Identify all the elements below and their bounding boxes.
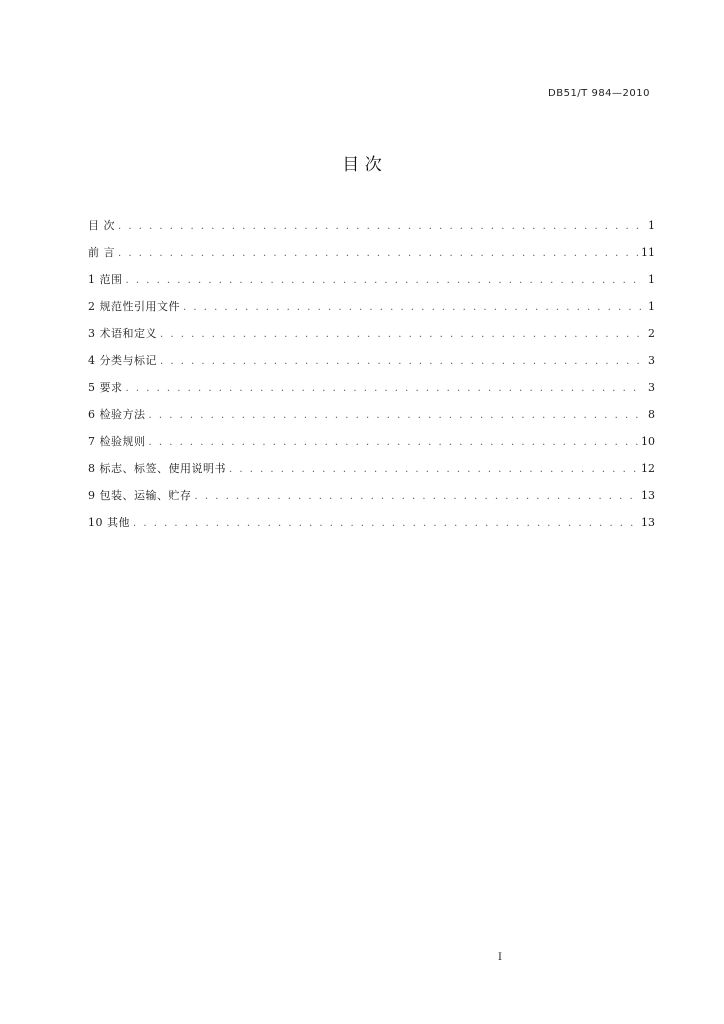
- toc-entry-title: 8 标志、标签、使用说明书: [88, 462, 226, 475]
- toc-entry-title: 1 范围: [88, 273, 123, 286]
- table-of-contents: [88, 217, 655, 541]
- toc-entry-title: 前 言: [88, 246, 115, 259]
- toc-leader-dots: [118, 248, 638, 259]
- toc-entry-page: 10: [641, 435, 655, 448]
- toc-leader-dots: [195, 491, 639, 502]
- toc-entry-title: 10 其他: [88, 516, 130, 529]
- toc-leader-dots: [160, 329, 642, 340]
- toc-entry-title: 2 规范性引用文件: [88, 300, 180, 313]
- toc-entry-title: 7 检验规则: [88, 435, 146, 448]
- toc-entry-page: 1: [648, 219, 655, 232]
- toc-entry[interactable]: [88, 298, 655, 325]
- page-title: 目 次: [342, 155, 382, 175]
- toc-entry[interactable]: [88, 433, 655, 460]
- toc-entry-page: 1: [648, 273, 655, 286]
- toc-entry-page: 2: [648, 327, 655, 340]
- toc-leader-dots: [133, 518, 638, 529]
- page-number: I: [498, 952, 502, 963]
- toc-entry-title: 4 分类与标记: [88, 354, 157, 367]
- toc-entry-title: 目 次: [88, 219, 115, 232]
- toc-entry-title: 9 包装、运输、贮存: [88, 489, 192, 502]
- toc-entry[interactable]: [88, 271, 655, 298]
- toc-entry[interactable]: [88, 352, 655, 379]
- toc-entry-page: 3: [648, 381, 655, 394]
- toc-entry-title: 6 检验方法: [88, 408, 146, 421]
- toc-leader-dots: [118, 221, 642, 232]
- toc-leader-dots: [160, 356, 642, 367]
- toc-entry[interactable]: [88, 379, 655, 406]
- toc-entry-title: 3 术语和定义: [88, 327, 157, 340]
- toc-entry-page: 12: [641, 462, 655, 475]
- toc-entry-page: 13: [641, 489, 655, 502]
- toc-entry[interactable]: [88, 406, 655, 433]
- toc-entry-page: 3: [648, 354, 655, 367]
- toc-entry[interactable]: [88, 487, 655, 514]
- toc-leader-dots: [126, 275, 643, 286]
- toc-entry-page: 8: [648, 408, 655, 421]
- toc-entry-page: 13: [641, 516, 655, 529]
- toc-entry[interactable]: [88, 244, 655, 271]
- toc-entry[interactable]: [88, 217, 655, 244]
- toc-entry[interactable]: [88, 325, 655, 352]
- toc-leader-dots: [126, 383, 643, 394]
- toc-entry[interactable]: [88, 514, 655, 541]
- document-code: DB51/T 984—2010: [548, 88, 650, 99]
- toc-entry[interactable]: [88, 460, 655, 487]
- toc-leader-dots: [183, 302, 642, 313]
- toc-entry-title: 5 要求: [88, 381, 123, 394]
- toc-leader-dots: [229, 464, 638, 475]
- toc-entry-page: 1: [648, 300, 655, 313]
- toc-leader-dots: [149, 437, 639, 448]
- toc-leader-dots: [149, 410, 643, 421]
- toc-entry-page: 11: [641, 246, 655, 259]
